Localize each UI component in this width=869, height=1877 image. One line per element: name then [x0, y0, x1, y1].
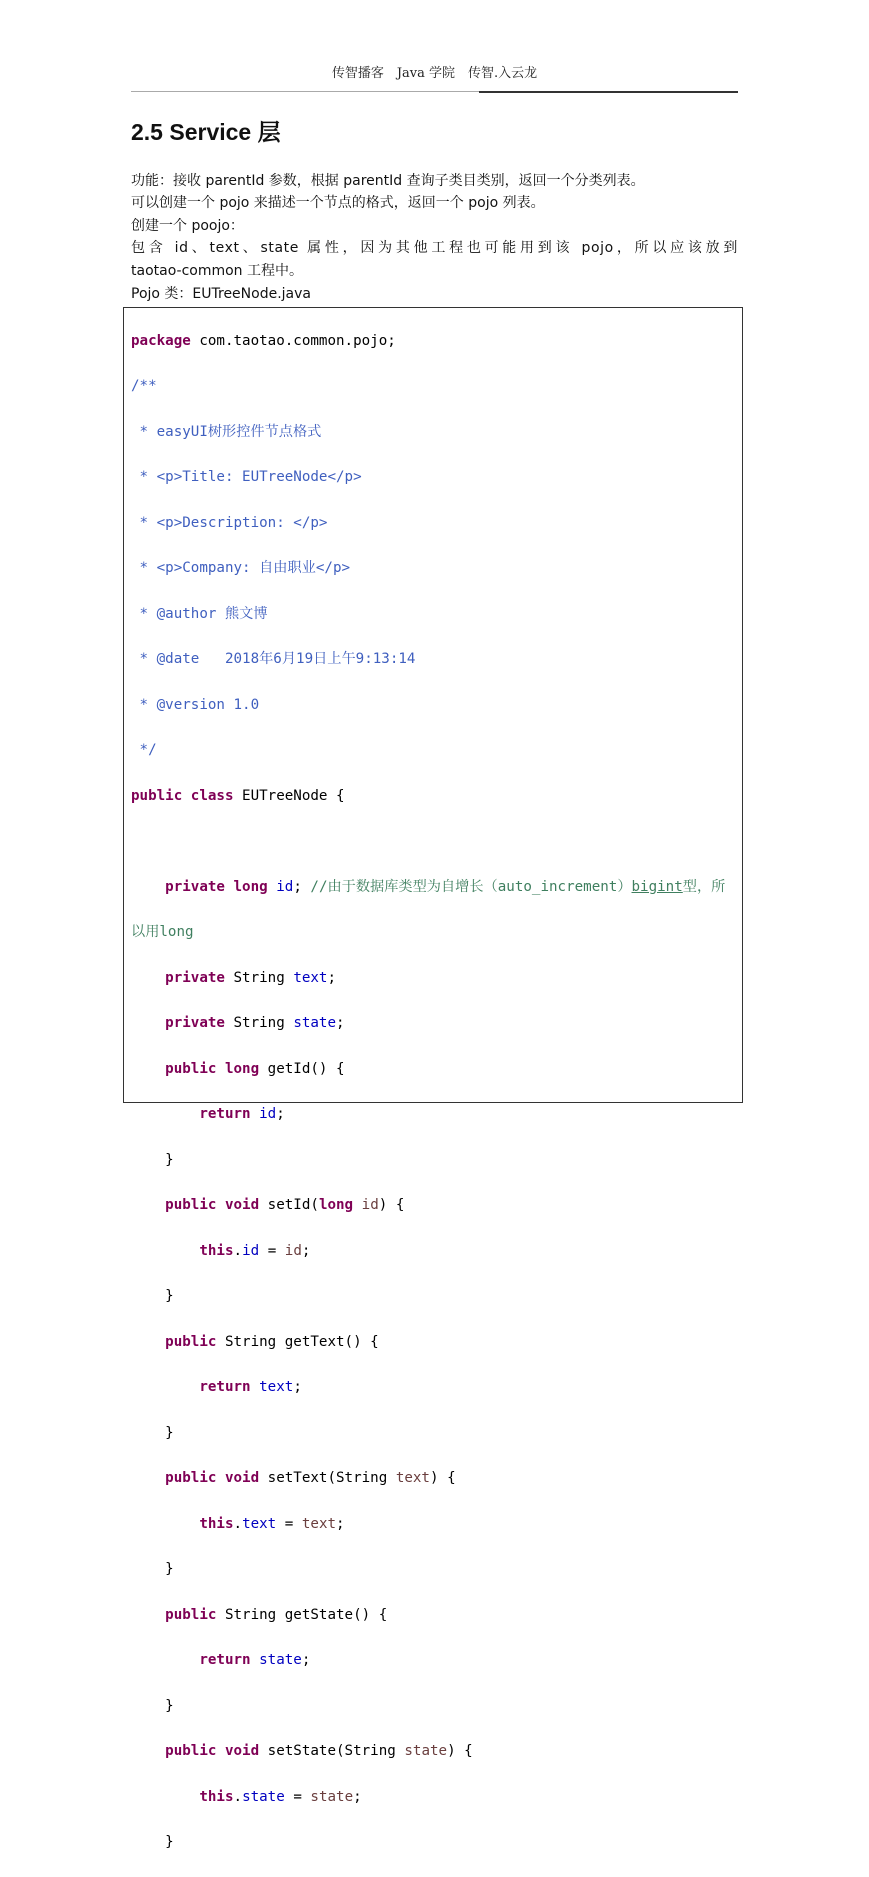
- code-line-getid: public long getId() {: [165, 1060, 345, 1077]
- paragraph-pojo-class: Pojo 类：EUTreeNode.java: [131, 286, 311, 302]
- code-line-doc-open: /**: [131, 378, 157, 395]
- paragraph-attributes: 包含 id、text、state 属性，因为其他工程也可能用到该 pojo，所以应该放到: [131, 240, 738, 256]
- code-line-setstate: public void setState(String state) {: [165, 1743, 473, 1760]
- code-line-doc: * @date 2018年6月19日上午9:13:14: [131, 651, 416, 668]
- code-line-gettext: public String getText() {: [165, 1333, 379, 1350]
- section-title: 2.5 Service 层: [131, 119, 281, 145]
- code-line-assign-state: this.state = state;: [199, 1788, 362, 1805]
- code-line-field-text: private String text;: [165, 969, 337, 986]
- code-line-close: }: [165, 1288, 174, 1305]
- code-line-doc: * <p>Description: </p>: [131, 514, 328, 531]
- code-line-doc: * @author 熊文博: [131, 605, 268, 622]
- code-line-return-id: return id;: [199, 1106, 285, 1123]
- code-line-setid: public void setId(long id) {: [165, 1197, 405, 1214]
- code-line-close: }: [165, 1561, 174, 1578]
- code-block: [131, 307, 741, 1877]
- code-line-doc: * <p>Title: EUTreeNode</p>: [131, 469, 362, 486]
- code-line-close: }: [165, 1151, 174, 1168]
- paragraph-pojo-description: 可以创建一个 pojo 来描述一个节点的格式，返回一个 pojo 列表。: [131, 195, 545, 211]
- code-line-package: package com.taotao.common.pojo;: [131, 332, 396, 349]
- code-line-settext: public void setText(String text) {: [165, 1470, 456, 1487]
- code-line-close: }: [165, 1697, 174, 1714]
- code-line-close: }: [165, 1424, 174, 1441]
- code-line-close: }: [165, 1834, 174, 1851]
- code-line-doc: * <p>Company: 自由职业</p>: [131, 560, 351, 577]
- code-line-getstate: public String getState() {: [165, 1606, 388, 1623]
- paragraph-attributes-cont: taotao-common 工程中。: [131, 263, 304, 279]
- page-header: 传智播客 Java 学院 传智.入云龙: [331, 66, 538, 81]
- code-line-assign-text: this.text = text;: [199, 1515, 345, 1532]
- code-line-class: public class EUTreeNode {: [131, 787, 345, 804]
- code-line-field-state: private String state;: [165, 1015, 345, 1032]
- code-line-return-text: return text;: [199, 1379, 302, 1396]
- code-line-blank: [131, 830, 741, 853]
- code-line-doc: * easyUI树形控件节点格式: [131, 423, 322, 440]
- paragraph-function: 功能：接收 parentId 参数，根据 parentId 查询子类目类别，返回一个分类列表。: [131, 173, 645, 189]
- code-line-assign-id: this.id = id;: [199, 1242, 311, 1259]
- code-line-field-id: private long id; //由于数据库类型为自增长（auto_increment）bigint型，所: [165, 878, 726, 895]
- code-line-doc-close: */: [131, 742, 157, 759]
- code-line-return-state: return state;: [199, 1652, 311, 1669]
- code-line-field-id-comment: 以用long: [131, 924, 194, 941]
- paragraph-create-pojo: 创建一个 poojo：: [131, 218, 244, 234]
- header-rule-accent: [479, 91, 738, 93]
- code-line-doc: * @version 1.0: [131, 696, 260, 713]
